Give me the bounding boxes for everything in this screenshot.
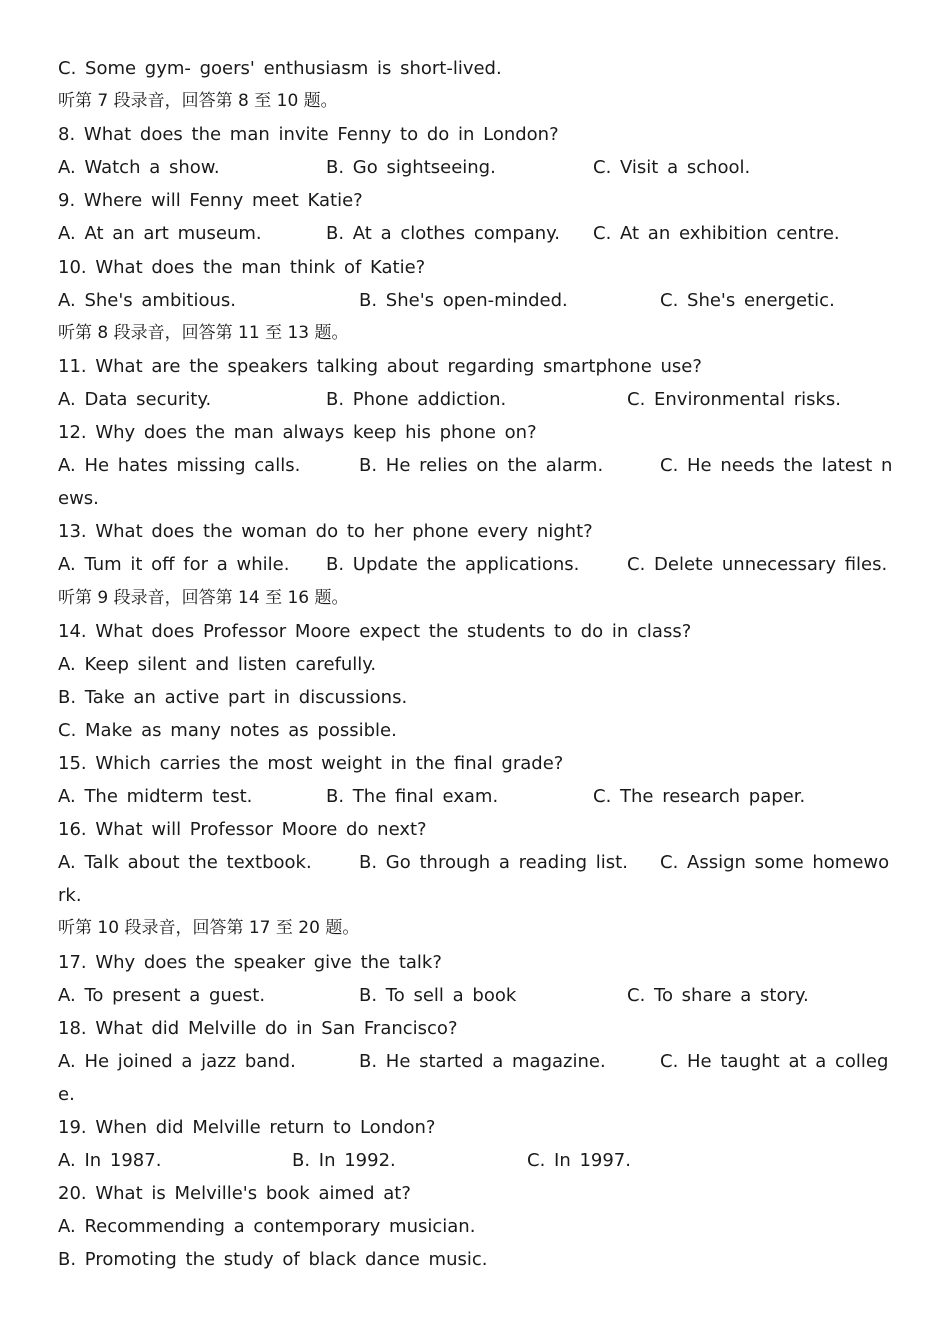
option-a: A. Keep silent and listen carefully. [58, 653, 377, 675]
question-17: 17. Why does the speaker give the talk? [58, 951, 442, 973]
option-b: B. The final exam. [326, 786, 499, 808]
section-instruction: 听第 7 段录音，回答第 8 至 10 题。 [58, 91, 338, 112]
option-b: B. Promoting the study of black dance music. [58, 1249, 488, 1271]
answer-option-line: C. Some gym- goers' enthusiasm is short-lived. [58, 58, 502, 79]
option-c: C. In 1997. [527, 1150, 631, 1172]
options-row-q10 [58, 284, 898, 317]
option-c: C. Assign some homewo [660, 852, 890, 874]
option-a: A. He hates missing calls. [58, 455, 301, 477]
option-c: C. She's energetic. [660, 289, 835, 311]
question-8: 8. What does the man invite Fenny to do in London? [58, 124, 559, 146]
question-16: 16. What will Professor Moore do next? [58, 819, 427, 841]
option-c: C. Environmental risks. [627, 388, 842, 410]
options-row-q18 [58, 1045, 898, 1078]
options-row-q9 [58, 217, 898, 250]
option-a: A. She's ambitious. [58, 289, 236, 311]
wrapped-text: ews. [58, 488, 99, 510]
option-a: A. He joined a jazz band. [58, 1050, 296, 1072]
section-instruction: 听第 9 段录音，回答第 14 至 16 题。 [58, 587, 349, 608]
option-a: A. Watch a show. [58, 157, 220, 179]
option-b: B. In 1992. [292, 1150, 396, 1172]
option-b: B. Phone addiction. [326, 388, 507, 410]
exam-page [58, 52, 898, 1276]
option-b: B. Go sightseeing. [326, 157, 496, 179]
options-row-q11 [58, 383, 898, 416]
option-a: A. In 1987. [58, 1150, 162, 1172]
question-18: 18. What did Melville do in San Francisco? [58, 1017, 458, 1039]
question-20: 20. What is Melville's book aimed at? [58, 1183, 411, 1205]
options-row-q13 [58, 548, 898, 581]
option-a: A. The midterm test. [58, 786, 253, 808]
option-c: C. The research paper. [593, 786, 806, 808]
option-b: B. Go through a reading list. [359, 852, 628, 874]
option-a: A. Tum it off for a while. [58, 554, 290, 576]
option-b: B. He started a magazine. [359, 1050, 606, 1072]
question-14: 14. What does Professor Moore expect the students to do in class? [58, 620, 692, 642]
wrapped-text: e. [58, 1083, 75, 1105]
section-instruction: 听第 10 段录音，回答第 17 至 20 题。 [58, 918, 360, 939]
option-b: B. He relies on the alarm. [359, 455, 604, 477]
option-a: A. To present a guest. [58, 984, 266, 1006]
question-11: 11. What are the speakers talking about regarding smartphone use? [58, 355, 702, 377]
option-b: B. She's open-minded. [359, 289, 568, 311]
option-c: C. Delete unnecessary files. [627, 554, 888, 576]
question-10: 10. What does the man think of Katie? [58, 256, 426, 278]
option-c: C. Make as many notes as possible. [58, 719, 397, 741]
wrapped-text: rk. [58, 885, 82, 907]
option-b: B. Take an active part in discussions. [58, 686, 408, 708]
option-c: C. He taught at a colleg [660, 1050, 889, 1072]
question-9: 9. Where will Fenny meet Katie? [58, 190, 363, 212]
question-12: 12. Why does the man always keep his phone on? [58, 422, 537, 444]
option-c: C. To share a story. [627, 984, 809, 1006]
option-a: A. Data security. [58, 388, 212, 410]
options-row-q16 [58, 846, 898, 879]
option-a: A. Recommending a contemporary musician. [58, 1216, 476, 1238]
question-19: 19. When did Melville return to London? [58, 1117, 436, 1138]
option-c: C. He needs the latest n [660, 455, 893, 477]
option-c: C. Visit a school. [593, 157, 751, 179]
option-b: B. Update the applications. [326, 554, 580, 576]
section-instruction: 听第 8 段录音，回答第 11 至 13 题。 [58, 322, 349, 343]
options-row-q15 [58, 780, 898, 813]
option-b: B. At a clothes company. [326, 223, 560, 245]
options-row-q17 [58, 979, 898, 1012]
question-13: 13. What does the woman do to her phone every night? [58, 521, 593, 543]
options-row-q8 [58, 151, 898, 184]
option-c: C. At an exhibition centre. [593, 223, 840, 245]
option-a: A. Talk about the textbook. [58, 852, 312, 874]
option-b: B. To sell a book [359, 984, 517, 1006]
option-a: A. At an art museum. [58, 223, 262, 245]
options-row-q19 [58, 1144, 898, 1177]
options-row-q12 [58, 449, 898, 482]
question-15: 15. Which carries the most weight in the final grade? [58, 752, 564, 774]
